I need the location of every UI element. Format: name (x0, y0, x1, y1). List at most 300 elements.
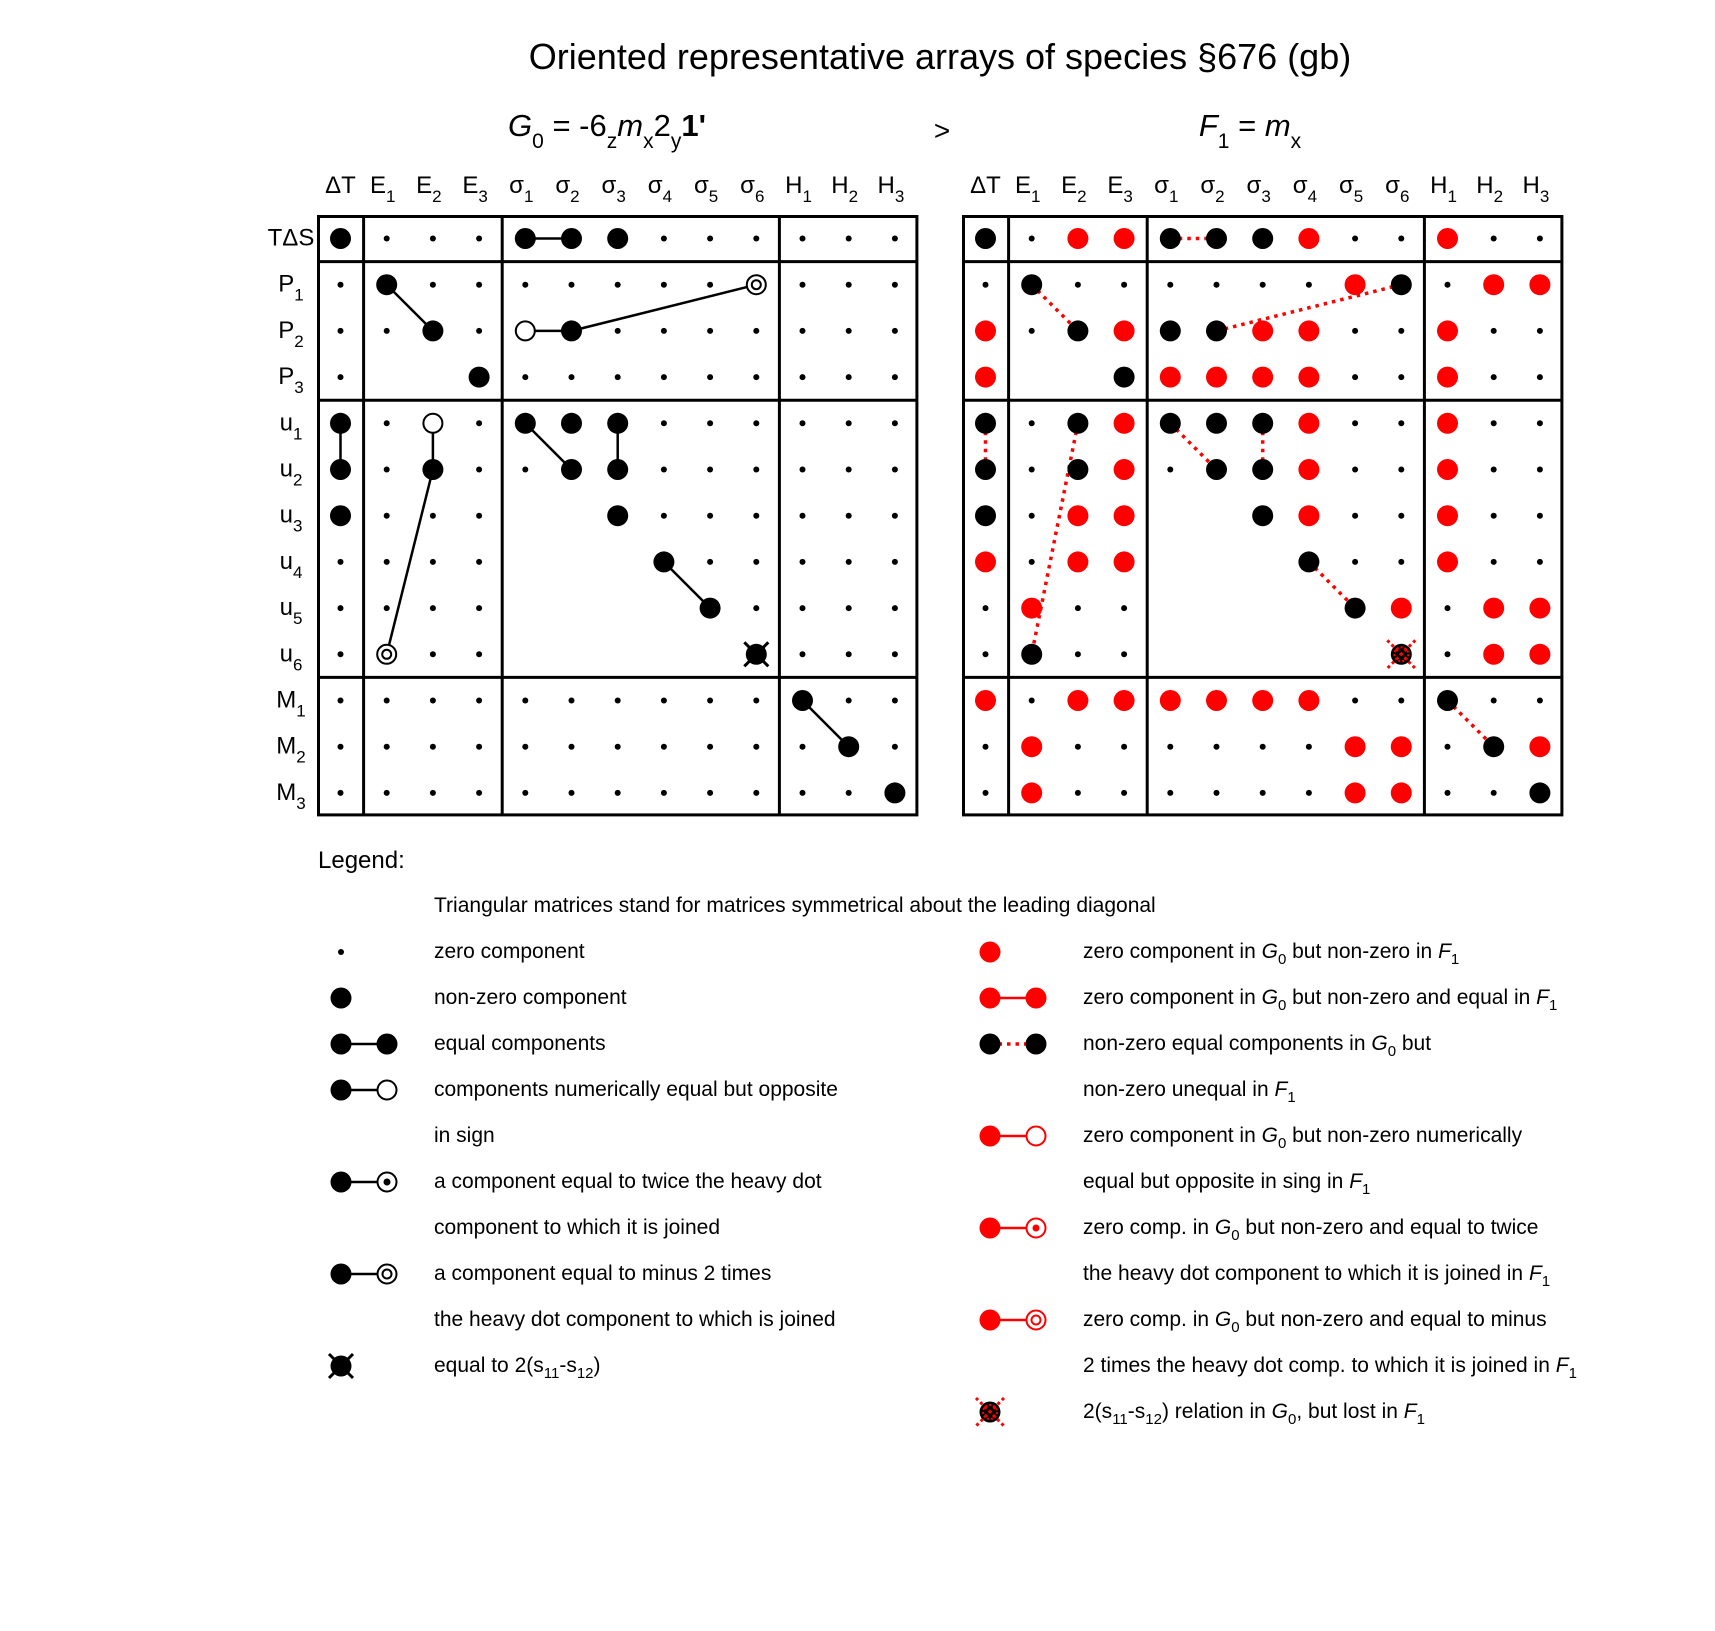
right-col-header: $E_3$ (1107, 172, 1133, 206)
legend-s11s12: equal to $2(s_{11}-s_{12})$ (434, 1354, 601, 1382)
zero-dot (892, 467, 898, 473)
zero-dot (1029, 698, 1035, 704)
zero-dot (430, 282, 436, 288)
zero-dot (569, 282, 575, 288)
heavy-dot (792, 690, 813, 711)
row-header: $u_2$ (279, 455, 303, 490)
heavy-dot (515, 413, 536, 434)
zero-dot (338, 328, 344, 334)
zero-dot (522, 744, 528, 750)
right-col-header: $E_2$ (1061, 172, 1087, 206)
zero-dot (707, 328, 713, 334)
zero-dot (1029, 328, 1035, 334)
left-col-header: $\sigma_4$ (647, 172, 673, 206)
heavy-dot (561, 228, 582, 249)
zero-dot (892, 605, 898, 611)
right-col-header: $H_2$ (1476, 172, 1504, 206)
red-dot (1529, 598, 1550, 619)
zero-dot (800, 513, 806, 519)
zero-dot (430, 744, 436, 750)
red-dot (1252, 690, 1273, 711)
zero-dot (1075, 790, 1081, 796)
zero-dot (707, 790, 713, 796)
zero-dot (753, 374, 759, 380)
zero-dot (522, 374, 528, 380)
red-dot (1114, 413, 1135, 434)
zero-dot (800, 236, 806, 242)
zero-dot (1075, 744, 1081, 750)
double-ring-inner (752, 280, 761, 289)
zero-dot (1306, 790, 1312, 796)
red-dot (1437, 459, 1458, 480)
zero-dot (846, 420, 852, 426)
row-header: TΔS (267, 224, 315, 252)
right-panel-heading: $F_1 = m_x$ (1198, 108, 1302, 153)
open-dot (423, 414, 442, 433)
zero-dot (800, 467, 806, 473)
legend-r4-l1: zero component in $G_0$ but non-zero numerically (1083, 1124, 1523, 1152)
zero-dot (1167, 790, 1173, 796)
open-dot (378, 1081, 397, 1100)
red-dot (1067, 228, 1088, 249)
red-dot (980, 1218, 1001, 1239)
red-dot (1026, 988, 1047, 1009)
double-ring-inner (382, 650, 391, 659)
zero-dot (1398, 420, 1404, 426)
zero-dot (1398, 467, 1404, 473)
zero-dot (753, 236, 759, 242)
red-dot (1206, 690, 1227, 711)
red-dot (1437, 505, 1458, 526)
heavy-dot (331, 1080, 352, 1101)
zero-dot (1352, 328, 1358, 334)
zero-dot (430, 698, 436, 704)
right-col-header: $\sigma_6$ (1385, 172, 1410, 206)
zero-dot (753, 513, 759, 519)
zero-dot (615, 328, 621, 334)
zero-dot (476, 790, 482, 796)
zero-dot (338, 744, 344, 750)
zero-dot (338, 790, 344, 796)
legend-note: Triangular matrices stand for matrices symmetrical about the leading diagonal (434, 894, 1156, 917)
legend-r3-l1: non-zero equal components in $G_0$ but (1083, 1032, 1432, 1060)
heavy-dot (330, 228, 351, 249)
zero-dot (1398, 236, 1404, 242)
zero-dot (1029, 236, 1035, 242)
zero-dot (1537, 374, 1543, 380)
zero-dot (1445, 651, 1451, 657)
legend-r7: $2(s_{11}-s_{12})$ relation in $G_0$, but lost in $F_1$ (1083, 1400, 1425, 1428)
right-col-header: $\sigma_4$ (1292, 172, 1318, 206)
red-dot (1483, 274, 1504, 295)
left-col-header: $\sigma_1$ (509, 172, 534, 206)
zero-dot (384, 698, 390, 704)
heavy-dot (330, 505, 351, 526)
red-dot (1437, 367, 1458, 388)
zero-dot (1398, 698, 1404, 704)
heavy-dot (1021, 274, 1042, 295)
zero-dot (569, 374, 575, 380)
zero-dot (1398, 559, 1404, 565)
zero-dot (1214, 744, 1220, 750)
zero-dot (661, 744, 667, 750)
zero-dot (800, 744, 806, 750)
heavy-dot (607, 459, 628, 480)
heavy-dot (561, 459, 582, 480)
heavy-dot (975, 228, 996, 249)
zero-dot (800, 282, 806, 288)
heavy-dot (700, 598, 721, 619)
zero-dot (338, 374, 344, 380)
zero-dot (800, 420, 806, 426)
heavy-dot (331, 1172, 352, 1193)
legend-zero: zero component (434, 940, 585, 963)
heavy-dot (1206, 228, 1227, 249)
zero-dot (846, 282, 852, 288)
zero-dot (1029, 559, 1035, 565)
legend-r5-l2: the heavy dot component to which it is joined in $F_1$ (1083, 1262, 1551, 1290)
heavy-dot (469, 367, 490, 388)
zero-dot (384, 605, 390, 611)
red-dot (1160, 367, 1181, 388)
heavy-dot (1160, 413, 1181, 434)
zero-dot (1398, 328, 1404, 334)
zero-dot (615, 744, 621, 750)
zero-dot (522, 282, 528, 288)
left-col-header: $\sigma_3$ (601, 172, 626, 206)
zero-dot (522, 698, 528, 704)
row-header: $M_1$ (276, 686, 306, 721)
heavy-dot (1160, 320, 1181, 341)
zero-dot (661, 790, 667, 796)
red-dot (1437, 551, 1458, 572)
right-col-header: $\sigma_2$ (1200, 172, 1225, 206)
zero-dot (846, 559, 852, 565)
zero-dot (661, 467, 667, 473)
heavy-dot (377, 1034, 398, 1055)
heavy-dot (422, 320, 443, 341)
zero-dot (846, 651, 852, 657)
zero-dot (846, 467, 852, 473)
zero-dot (1537, 328, 1543, 334)
zero-dot (1352, 467, 1358, 473)
heavy-dot (1529, 782, 1550, 803)
zero-dot (753, 420, 759, 426)
zero-dot (1537, 559, 1543, 565)
zero-dot (569, 790, 575, 796)
zero-dot (1167, 467, 1173, 473)
arrays-group (268, 172, 1562, 815)
zero-dot (1167, 744, 1173, 750)
zero-dot (569, 698, 575, 704)
zero-dot (338, 698, 344, 704)
zero-dot (661, 698, 667, 704)
comparison-symbol: > (933, 115, 951, 146)
open-dot (516, 321, 535, 340)
heavy-dot (422, 459, 443, 480)
red-dot (1206, 367, 1227, 388)
zero-dot (384, 513, 390, 519)
row-header: $M_2$ (276, 732, 306, 767)
zero-dot (892, 374, 898, 380)
left-col-header: $H_1$ (785, 172, 812, 206)
red-dot (1298, 459, 1319, 480)
red-dot (975, 320, 996, 341)
zero-dot (384, 744, 390, 750)
zero-dot (846, 236, 852, 242)
red-dot (1345, 274, 1366, 295)
zero-dot (892, 236, 898, 242)
row-header: $u_1$ (279, 409, 303, 444)
legend-opposite-l2: in sign (434, 1124, 495, 1147)
red-dot (1529, 644, 1550, 665)
zero-dot (476, 651, 482, 657)
zero-dot (753, 328, 759, 334)
zero-dot (1121, 282, 1127, 288)
zero-dot (1352, 698, 1358, 704)
heavy-dot (1067, 413, 1088, 434)
red-dot (975, 367, 996, 388)
heavy-dot (561, 413, 582, 434)
left-panel-heading: $G_0 = -6_zm_x2_y1'$ (508, 108, 706, 153)
zero-dot (1537, 420, 1543, 426)
legend-r2: zero component in $G_0$ but non-zero and equal in $F_1$ (1083, 986, 1558, 1014)
zero-dot (1537, 467, 1543, 473)
red-dot (980, 988, 1001, 1009)
zero-dot (384, 559, 390, 565)
zero-dot (1029, 420, 1035, 426)
zero-dot (892, 651, 898, 657)
zero-dot (522, 790, 528, 796)
zero-dot (983, 651, 989, 657)
zero-dot (338, 949, 344, 955)
left-col-header: ΔT (325, 172, 356, 199)
heavy-dot (607, 228, 628, 249)
double-ring-inner (383, 1270, 392, 1279)
legend-r1: zero component in $G_0$ but non-zero in $F_1$ (1083, 940, 1460, 968)
zero-dot (846, 374, 852, 380)
red-dot (1437, 320, 1458, 341)
red-dot (1391, 598, 1412, 619)
zero-dot (338, 282, 344, 288)
zero-dot (661, 420, 667, 426)
legend-r4-l2: equal but opposite in sing in $F_1$ (1083, 1170, 1371, 1198)
zero-dot (1491, 374, 1497, 380)
zero-dot (753, 605, 759, 611)
zero-dot (983, 790, 989, 796)
red-dot (1114, 320, 1135, 341)
zero-dot (1352, 236, 1358, 242)
red-dot (1483, 598, 1504, 619)
zero-dot (707, 467, 713, 473)
zero-dot (661, 328, 667, 334)
connector-line (572, 285, 757, 331)
heavy-dot (330, 413, 351, 434)
zero-dot (384, 420, 390, 426)
red-dot (1160, 690, 1181, 711)
red-dot (1483, 644, 1504, 665)
zero-dot (476, 559, 482, 565)
zero-dot (892, 513, 898, 519)
red-dot (1529, 736, 1550, 757)
red-dot (1114, 228, 1135, 249)
heavy-dot (515, 228, 536, 249)
legend-equal: equal components (434, 1032, 606, 1055)
zero-dot (615, 374, 621, 380)
zero-dot (707, 698, 713, 704)
zero-dot (800, 651, 806, 657)
zero-dot (753, 559, 759, 565)
heavy-dot (331, 988, 352, 1009)
red-dot (1298, 413, 1319, 434)
heavy-dot (1114, 367, 1135, 388)
legend-twice-l1: a component equal to twice the heavy dot (434, 1170, 822, 1193)
red-dot (1437, 228, 1458, 249)
red-dot (1021, 782, 1042, 803)
zero-dot (1075, 605, 1081, 611)
zero-dot (384, 467, 390, 473)
zero-dot (476, 420, 482, 426)
row-header: $u_5$ (279, 594, 303, 629)
zero-dot (1445, 790, 1451, 796)
red-dot (1437, 413, 1458, 434)
zero-dot (1491, 790, 1497, 796)
zero-dot (983, 744, 989, 750)
zero-dot (707, 282, 713, 288)
row-header: $u_4$ (279, 547, 303, 582)
red-dot (1391, 782, 1412, 803)
legend-minus2-l2: the heavy dot component to which is joined (434, 1308, 836, 1331)
red-dot (1298, 367, 1319, 388)
zero-dot (1075, 282, 1081, 288)
right-col-header: $\sigma_5$ (1338, 172, 1364, 206)
zero-dot (800, 374, 806, 380)
ring-dot-center (384, 1179, 391, 1186)
heavy-dot (980, 1034, 1001, 1055)
zero-dot (1029, 467, 1035, 473)
legend-label: Legend: (318, 847, 405, 874)
heavy-dot (975, 505, 996, 526)
open-dot (1027, 1127, 1046, 1146)
zero-dot (800, 790, 806, 796)
dotted-connector (1032, 423, 1078, 654)
right-col-header: $\sigma_1$ (1154, 172, 1179, 206)
zero-dot (615, 790, 621, 796)
zero-dot (707, 513, 713, 519)
zero-dot (430, 605, 436, 611)
right-col-header: $H_3$ (1522, 172, 1550, 206)
zero-dot (892, 698, 898, 704)
zero-dot (800, 605, 806, 611)
heavy-dot (653, 551, 674, 572)
zero-dot (707, 374, 713, 380)
zero-dot (661, 513, 667, 519)
zero-dot (1445, 605, 1451, 611)
zero-dot (1121, 651, 1127, 657)
double-ring-inner (1032, 1316, 1041, 1325)
zero-dot (707, 236, 713, 242)
zero-dot (430, 559, 436, 565)
zero-dot (476, 467, 482, 473)
zero-dot (1352, 420, 1358, 426)
legend-r6-l2: 2 times the heavy dot comp. to which it is joined in $F_1$ (1083, 1354, 1577, 1382)
row-header: $M_3$ (276, 778, 306, 813)
zero-dot (753, 744, 759, 750)
zero-dot (707, 420, 713, 426)
zero-dot (430, 236, 436, 242)
zero-dot (1121, 605, 1127, 611)
heavy-dot (331, 1264, 352, 1285)
heavy-dot (1206, 459, 1227, 480)
red-dot (1345, 782, 1366, 803)
heavy-dot (884, 782, 905, 803)
zero-dot (1260, 790, 1266, 796)
zero-dot (476, 282, 482, 288)
zero-dot (892, 282, 898, 288)
legend-minus2-l1: a component equal to minus 2 times (434, 1262, 772, 1285)
zero-dot (892, 559, 898, 565)
zero-dot (1537, 698, 1543, 704)
zero-dot (983, 282, 989, 288)
zero-dot (1491, 698, 1497, 704)
row-header: $u_3$ (279, 501, 303, 536)
zero-dot (430, 651, 436, 657)
heavy-dot (376, 274, 397, 295)
zero-dot (476, 698, 482, 704)
heavy-dot (1252, 459, 1273, 480)
zero-dot (1260, 282, 1266, 288)
zero-dot (753, 467, 759, 473)
zero-dot (615, 282, 621, 288)
zero-dot (1352, 513, 1358, 519)
zero-dot (1398, 374, 1404, 380)
row-header: $P_3$ (278, 363, 304, 398)
left-col-header: $\sigma_5$ (693, 172, 719, 206)
zero-dot (983, 605, 989, 611)
zero-dot (476, 236, 482, 242)
zero-dot (800, 559, 806, 565)
left-col-header: $E_1$ (369, 172, 396, 206)
zero-dot (846, 698, 852, 704)
zero-dot (476, 513, 482, 519)
right-col-header: ΔT (970, 172, 1001, 199)
heavy-dot (1206, 320, 1227, 341)
right-col-header: $E_1$ (1014, 172, 1041, 206)
zero-dot (661, 374, 667, 380)
zero-dot (384, 328, 390, 334)
red-dot (1298, 690, 1319, 711)
zero-dot (1260, 744, 1266, 750)
heavy-dot (561, 320, 582, 341)
zero-dot (846, 328, 852, 334)
zero-dot (1306, 282, 1312, 288)
red-dot (1114, 690, 1135, 711)
zero-dot (1537, 513, 1543, 519)
red-dot (1252, 320, 1273, 341)
left-col-header: $E_2$ (416, 172, 442, 206)
zero-dot (430, 513, 436, 519)
zero-dot (1306, 744, 1312, 750)
zero-dot (1075, 651, 1081, 657)
zero-dot (1121, 790, 1127, 796)
zero-dot (1214, 790, 1220, 796)
heavy-dot (1160, 228, 1181, 249)
zero-dot (753, 790, 759, 796)
zero-dot (1352, 559, 1358, 565)
left-col-header: $\sigma_2$ (555, 172, 580, 206)
red-dot (1345, 736, 1366, 757)
zero-dot (1537, 236, 1543, 242)
